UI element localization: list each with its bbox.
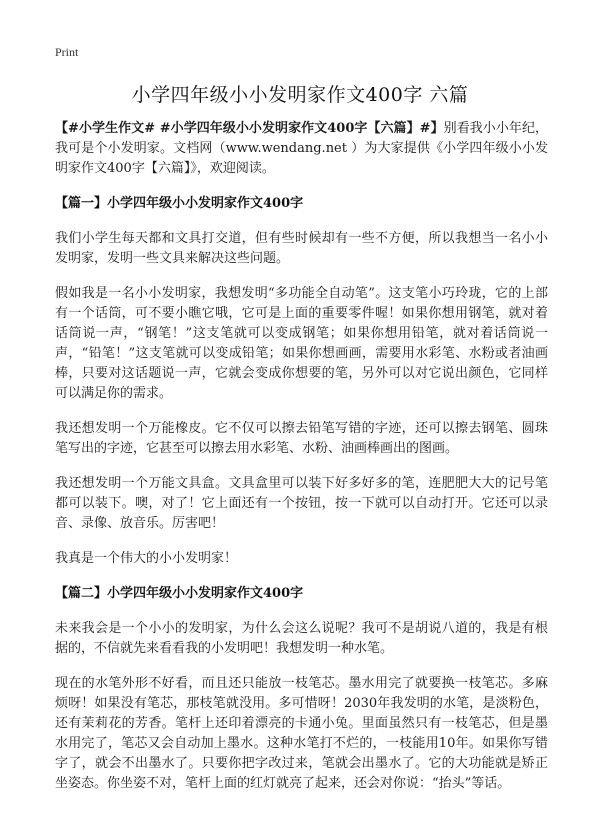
section-1-paragraph-2: 假如我是一名小小发明家，我想发明“多功能全自动笔”。这支笔小巧玲珑，它的上部有一个话筒，可不要小瞧它哦，它可是上面的重要零件喔！如果你想用钢笔，就对着话筒说一声，“钢笔！”这支笔就可以变成钢笔；如果你想用铅笔，就对着话筒说一声，“铅笔！”这支笔就可以变成铅笔；如果你想画画，需要用水彩笔、水粉或者油画棒，只要对这话题说一声，它就会变成你想要的笔，另外可以对它说出颜色，它同样可以满足你的需求。 — [55, 286, 548, 401]
section-heading-1: 【篇一】小学四年级小小发明家作文400字 — [55, 196, 304, 211]
section-1-paragraph-3: 我还想发明一个万能橡皮。它不仅可以擦去铅笔写错的字迹，还可以擦去钢笔、圆珠笔写出的字迹，它甚至可以擦去用水彩笔、水粉、油画棒画出的图画。 — [55, 421, 548, 456]
print-label[interactable]: Print — [55, 45, 79, 59]
intro-tags: 【#小学生作文# #小学四年级小小发明家作文400字【六篇】#】 — [55, 121, 444, 136]
document-body — [55, 119, 548, 809]
section-heading-2: 【篇二】小学四年级小小发明家作文400字 — [55, 586, 304, 601]
intro-text: 别看我小小年纪，我可是个小发明家。文档网（www.wendang.net ）为大家提供《小学四年级小小发明家作文400字【六篇】》，欢迎阅读。 — [55, 121, 548, 176]
section-1-paragraph-4: 我还想发明一个万能文具盒。文具盒里可以装下好多好多的笔，连肥肥大大的记号笔都可以装下。噢，对了！它上面还有一个按钮，按一下就可以自动打开。它还可以录音、录像、放音乐。厉害吧！ — [55, 476, 548, 531]
document-title: 小学四年级小小发明家作文400字 六篇 — [131, 84, 469, 106]
section-2-paragraph-1: 未来我会是一个小小的发明家，为什么会这么说呢？我可不是胡说八道的，我是有根据的，不信就先来看看我的小发明吧！我想发明一种水笔。 — [55, 621, 548, 656]
intro-paragraph — [55, 119, 548, 179]
section-1-paragraph-1: 我们小学生每天都和文具打交道，但有些时候却有一些不方便，所以我想当一名小小发明家，发明一些文具来解决这些问题。 — [55, 231, 548, 266]
section-1-paragraph-5: 我真是一个伟大的小小发明家！ — [55, 551, 238, 566]
section-2-paragraph-2: 现在的水笔外形不好看，而且还只能放一枝笔芯。墨水用完了就要换一枝笔芯。多麻烦呀！如果没有笔芯，那枝笔就没用。多可惜呀！2030年我发明的水笔，是淡粉色，还有茉莉花的芳香。笔杆上还印着漂亮的卡通小兔。里面虽然只有一枝笔芯，但是墨水用完了，笔芯又会自动加上墨水。这种水笔打不烂的，一枝能用10年。如果你写错字了，就会不出墨水了。只要你把字改过来，笔就会出墨水了。它的大功能就是矫正坐姿态。你坐姿不对，笔杆上面的红灯就亮了起来，还会对你说：“抬头”等话。 — [55, 676, 548, 791]
